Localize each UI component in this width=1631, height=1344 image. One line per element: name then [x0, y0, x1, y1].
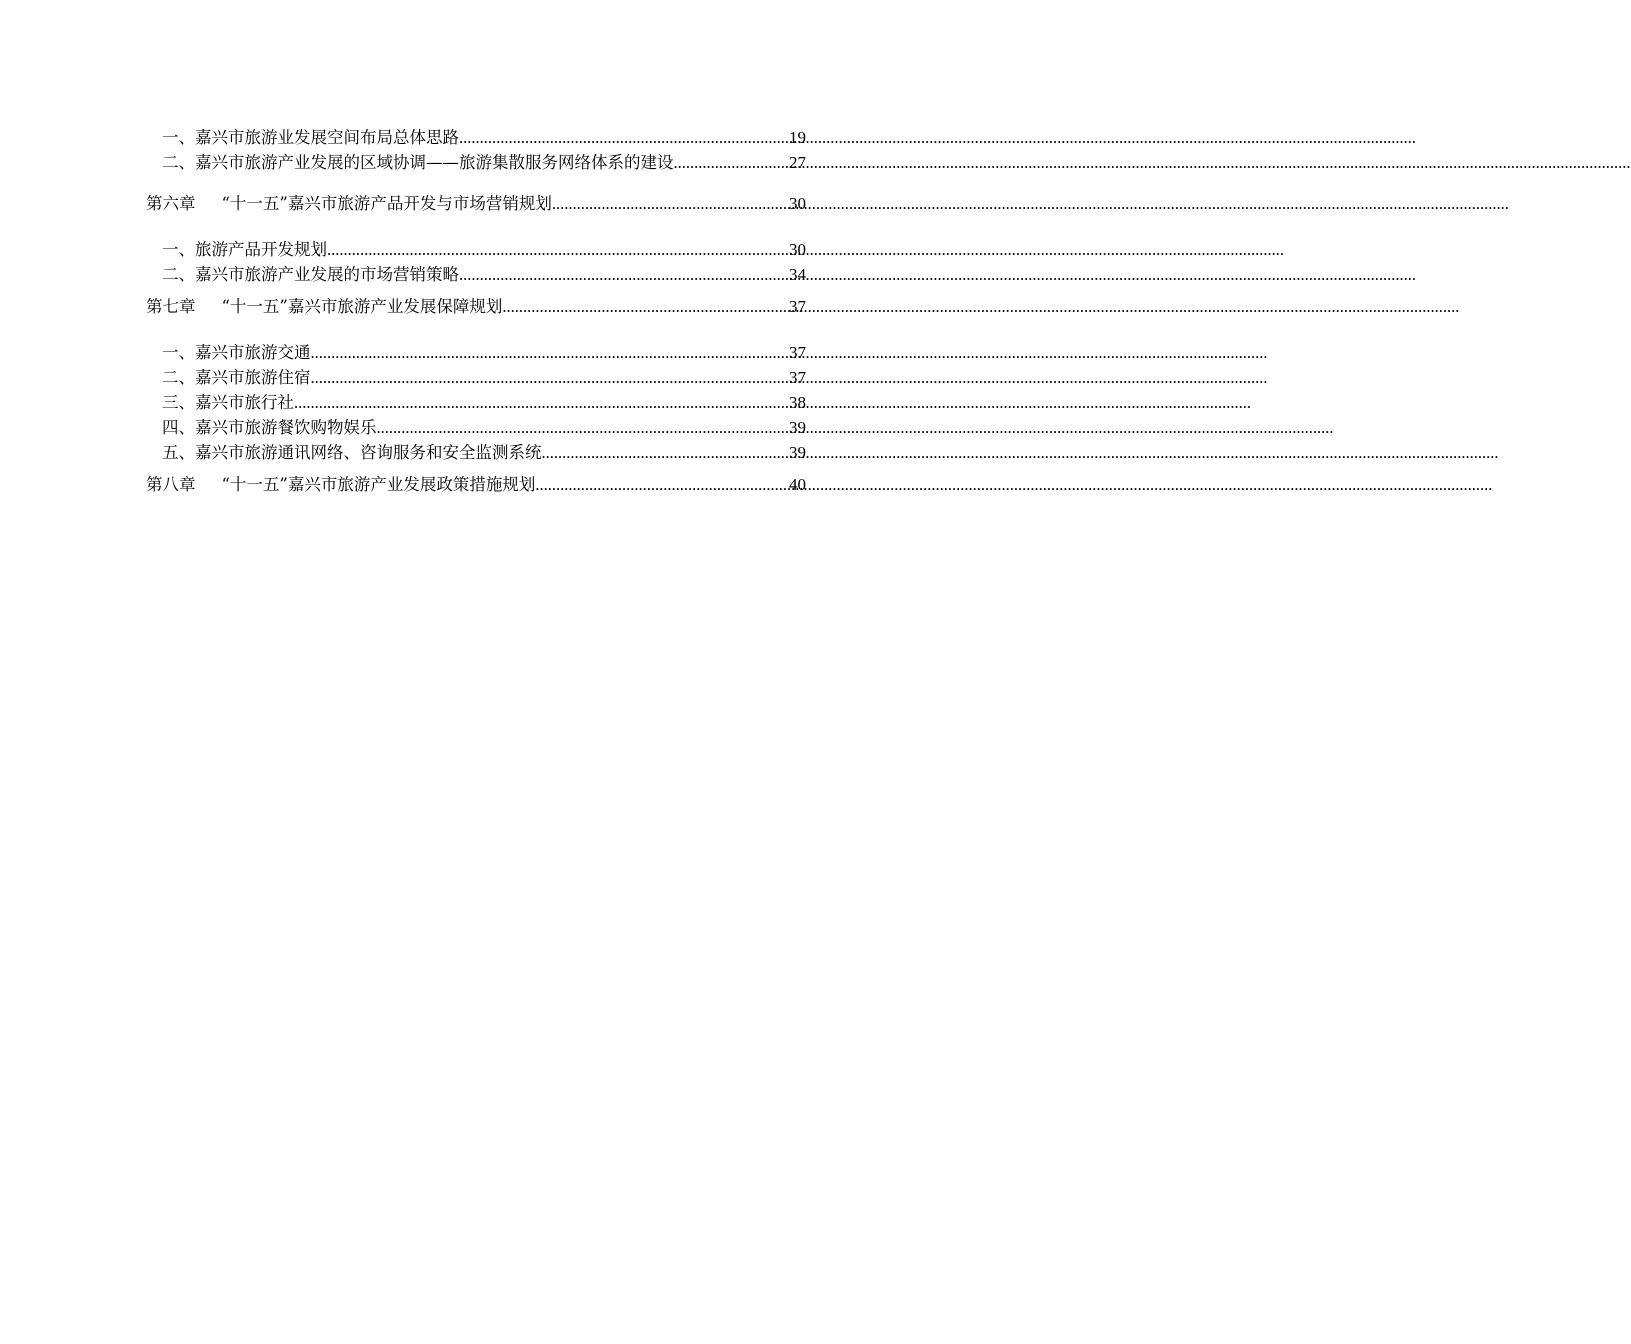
toc-entry[interactable] [146, 340, 806, 365]
toc-entry[interactable] [146, 365, 806, 390]
toc-chapter-text [146, 294, 502, 319]
toc-entry[interactable] [146, 125, 806, 150]
toc-entry-text: 三、嘉兴市旅行社 [162, 393, 294, 412]
toc-entry[interactable] [146, 262, 806, 287]
toc-dot-leader [311, 340, 790, 365]
toc-chapter-title: “十一五”嘉兴市旅游产业发展保障规划 [221, 297, 503, 316]
toc-entry[interactable] [146, 150, 806, 175]
toc-page-number: 30 [789, 194, 806, 213]
toc-entry[interactable] [146, 415, 806, 440]
toc-dot-leader [542, 440, 790, 465]
toc-page-number: 37 [789, 343, 806, 362]
toc-entry-text: 二、嘉兴市旅游住宿 [162, 368, 311, 387]
toc-chapter-number: 第七章 [146, 297, 196, 316]
toc-chapter-entry[interactable] [146, 191, 806, 216]
toc-entry-text: 二、嘉兴市旅游产业发展的区域协调——旅游集散服务网络体系的建设 [162, 153, 674, 172]
toc-entry-text: 一、旅游产品开发规划 [162, 240, 327, 259]
toc-chapter-title: “十一五”嘉兴市旅游产品开发与市场营销规划 [221, 194, 552, 213]
toc-chapter-entry[interactable] [146, 472, 806, 497]
toc-dot-leader [459, 262, 789, 287]
toc-chapter-number: 第八章 [146, 475, 196, 494]
toc-page-number: 39 [789, 443, 806, 462]
toc-dot-leader [535, 472, 789, 497]
toc-dot-leader [502, 294, 789, 319]
toc-entry[interactable] [146, 390, 806, 415]
toc-entry-text: 一、嘉兴市旅游交通 [162, 343, 311, 362]
toc-page-number: 27 [789, 153, 806, 172]
toc-dot-leader [674, 150, 790, 175]
toc-chapter-text [146, 472, 535, 497]
toc-page-number: 34 [789, 265, 806, 284]
table-of-contents [146, 125, 806, 518]
toc-page-number: 37 [789, 297, 806, 316]
toc-entry-text: 一、嘉兴市旅游业发展空间布局总体思路 [162, 128, 459, 147]
toc-page-number: 38 [789, 393, 806, 412]
toc-entry[interactable] [146, 237, 806, 262]
toc-entry[interactable] [146, 440, 806, 465]
toc-page-number: 30 [789, 240, 806, 259]
toc-dot-leader [552, 191, 789, 216]
toc-page-number: 19 [789, 128, 806, 147]
toc-chapter-text [146, 191, 552, 216]
toc-entry-text: 二、嘉兴市旅游产业发展的市场营销策略 [162, 265, 459, 284]
toc-dot-leader [377, 415, 790, 440]
toc-dot-leader [311, 365, 790, 390]
toc-chapter-title: “十一五”嘉兴市旅游产业发展政策措施规划 [221, 475, 536, 494]
toc-entry-text: 四、嘉兴市旅游餐饮购物娱乐 [162, 418, 377, 437]
toc-page-number: 37 [789, 368, 806, 387]
toc-dot-leader [294, 390, 789, 415]
toc-dot-leader [327, 237, 789, 262]
toc-page-number: 40 [789, 475, 806, 494]
toc-dot-leader [459, 125, 789, 150]
toc-chapter-number: 第六章 [146, 194, 196, 213]
toc-chapter-entry[interactable] [146, 294, 806, 319]
toc-page-number: 39 [789, 418, 806, 437]
toc-entry-text: 五、嘉兴市旅游通讯网络、咨询服务和安全监测系统 [162, 443, 542, 462]
